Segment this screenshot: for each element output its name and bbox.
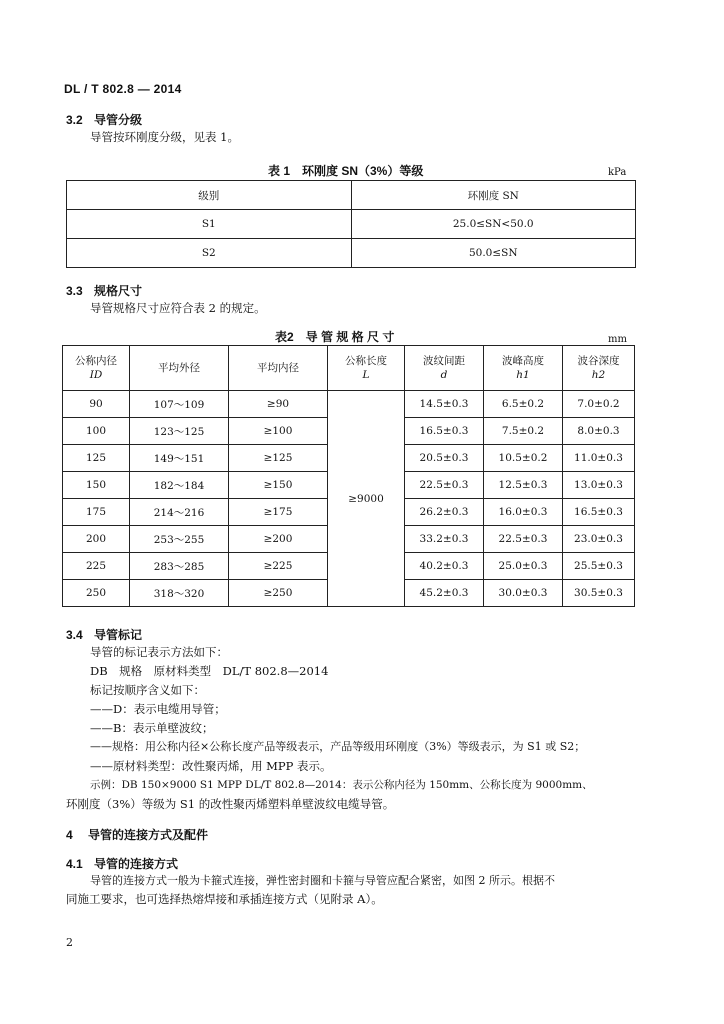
header-label: 公称长度 <box>345 355 387 367</box>
table-cell: 25.0≤SN<50.0 <box>351 210 636 239</box>
section-number: 4 <box>66 828 73 842</box>
section-title: 导管标记 <box>94 628 143 642</box>
text-line: ——B：表示单壁波纹； <box>90 721 214 735</box>
table-cell: 150 <box>63 472 130 499</box>
text-line: 示例：DB 150×9000 S1 MPP DL/T 802.8—2014：表示公称内径为 150mm、公称长度为 9000mm、 <box>90 779 593 791</box>
table-cell-length: ≥9000 <box>328 391 405 607</box>
table1-caption: 表 1 环刚度 SN（3%）等级 <box>268 164 424 178</box>
table-cell: 30.0±0.3 <box>484 580 563 607</box>
table-cell: 175 <box>63 499 130 526</box>
table2-caption: 表2 导 管 规 格 尺 寸 <box>275 330 395 344</box>
table-header-cell: 级别 <box>67 181 352 210</box>
table-cell: 318～320 <box>130 580 229 607</box>
header-label: 波峰高度 <box>502 355 544 367</box>
text-line: 导管的标记表示方法如下： <box>90 645 228 659</box>
table-cell: 30.5±0.3 <box>563 580 635 607</box>
table-header-cell: 平均内径 <box>229 346 328 391</box>
table-cell: ≥175 <box>229 499 328 526</box>
section-3-4-heading <box>66 626 142 643</box>
table-cell: ≥100 <box>229 418 328 445</box>
table-header-cell <box>405 346 484 391</box>
section-title: 导管分级 <box>94 113 143 127</box>
table2 <box>62 345 635 607</box>
header-label: 公称内径 <box>75 355 117 367</box>
table1 <box>66 180 636 268</box>
table-cell: 107～109 <box>130 391 229 418</box>
section-4-1-heading <box>66 855 178 872</box>
table-cell: 200 <box>63 526 130 553</box>
table-cell: 16.5±0.3 <box>405 418 484 445</box>
table-cell: 8.0±0.3 <box>563 418 635 445</box>
table-header-cell <box>563 346 635 391</box>
table-cell: 125 <box>63 445 130 472</box>
section-number: 3.4 <box>66 628 83 642</box>
table-cell: ≥225 <box>229 553 328 580</box>
table-cell: ≥250 <box>229 580 328 607</box>
table-cell: 149～151 <box>130 445 229 472</box>
section-3-3-heading <box>66 282 142 299</box>
section-number: 4.1 <box>66 857 83 871</box>
table-cell: 23.0±0.3 <box>563 526 635 553</box>
table-cell: ≥150 <box>229 472 328 499</box>
header-symbol: L <box>362 369 370 381</box>
header-symbol: h2 <box>591 369 606 381</box>
running-header: DL / T 802.8 — 2014 <box>64 82 182 96</box>
table-cell: 283～285 <box>130 553 229 580</box>
table-row <box>63 391 635 418</box>
table-cell: 90 <box>63 391 130 418</box>
section-number: 3.3 <box>66 284 83 298</box>
page-number: 2 <box>66 936 73 949</box>
text-line: 导管的连接方式一般为卡箍式连接，弹性密封圈和卡箍与导管应配合紧密，如图 2 所示。根据不 <box>90 874 555 887</box>
table-cell: 25.5±0.3 <box>563 553 635 580</box>
table-cell: 12.5±0.3 <box>484 472 563 499</box>
table-cell: 25.0±0.3 <box>484 553 563 580</box>
header-symbol: d <box>440 369 448 381</box>
text-line: 标记按顺序含义如下： <box>90 683 205 697</box>
table-cell: 7.0±0.2 <box>563 391 635 418</box>
section-4-heading <box>66 826 208 843</box>
table-cell: 14.5±0.3 <box>405 391 484 418</box>
table-cell: S1 <box>67 210 352 239</box>
table-header-cell: 平均外径 <box>130 346 229 391</box>
section-title: 导管的连接方式及配件 <box>88 828 209 842</box>
header-label: 波纹间距 <box>423 355 465 367</box>
table-cell: 22.5±0.3 <box>484 526 563 553</box>
text-line: 环刚度（3%）等级为 S1 的改性聚丙烯塑料单壁波纹电缆导管。 <box>66 797 395 811</box>
section-number: 3.2 <box>66 113 83 127</box>
text-line: ——原材料类型：改性聚丙烯，用 MPP 表示。 <box>90 759 332 773</box>
table-cell: 214～216 <box>130 499 229 526</box>
table-cell: 40.2±0.3 <box>405 553 484 580</box>
section-3-2-text: 导管按环刚度分级，见表 1。 <box>90 130 239 144</box>
table-cell: 50.0≤SN <box>351 239 636 268</box>
table1-unit: kPa <box>608 167 627 178</box>
header-symbol: ID <box>89 369 103 381</box>
table-cell: 100 <box>63 418 130 445</box>
text-line: ——规格：用公称内径×公称长度产品等级表示，产品等级用环刚度（3%）等级表示，为 S1 或 S2； <box>90 740 586 753</box>
table-header-cell <box>328 346 405 391</box>
table-cell: 250 <box>63 580 130 607</box>
table-cell: 182～184 <box>130 472 229 499</box>
table-cell: 26.2±0.3 <box>405 499 484 526</box>
table-cell: 10.5±0.2 <box>484 445 563 472</box>
text-line: ——D：表示电缆用导管； <box>90 702 226 716</box>
table-cell: S2 <box>67 239 352 268</box>
table-header-cell <box>484 346 563 391</box>
table-cell: 22.5±0.3 <box>405 472 484 499</box>
table-cell: 6.5±0.2 <box>484 391 563 418</box>
section-title: 规格尺寸 <box>94 284 143 298</box>
table-cell: 253～255 <box>130 526 229 553</box>
table-cell: 225 <box>63 553 130 580</box>
table-cell: 33.2±0.3 <box>405 526 484 553</box>
table-cell: ≥90 <box>229 391 328 418</box>
header-label: 波谷深度 <box>577 355 620 367</box>
section-title: 导管的连接方式 <box>94 857 179 871</box>
table-cell: 16.5±0.3 <box>563 499 635 526</box>
table-cell: ≥200 <box>229 526 328 553</box>
table-cell: 123～125 <box>130 418 229 445</box>
table-cell: 20.5±0.3 <box>405 445 484 472</box>
table-row <box>67 210 636 239</box>
table-header-cell: 环刚度 SN <box>351 181 636 210</box>
table2-unit: mm <box>608 334 627 345</box>
table-header-row <box>63 346 635 391</box>
table-cell: 11.0±0.3 <box>563 445 635 472</box>
text-line: DB 规格 原材料类型 DL/T 802.8—2014 <box>90 664 329 678</box>
table-row <box>67 239 636 268</box>
text-line: 同施工要求，也可选择热熔焊接和承插连接方式（见附录 A）。 <box>66 892 383 906</box>
table-cell: ≥125 <box>229 445 328 472</box>
table-cell: 13.0±0.3 <box>563 472 635 499</box>
header-symbol: h1 <box>516 369 530 381</box>
section-3-2-heading <box>66 111 142 128</box>
table-cell: 45.2±0.3 <box>405 580 484 607</box>
section-3-3-text: 导管规格尺寸应符合表 2 的规定。 <box>90 301 266 315</box>
table-header-row <box>67 181 636 210</box>
table-header-cell <box>63 346 130 391</box>
table-cell: 16.0±0.3 <box>484 499 563 526</box>
table-cell: 7.5±0.2 <box>484 418 563 445</box>
